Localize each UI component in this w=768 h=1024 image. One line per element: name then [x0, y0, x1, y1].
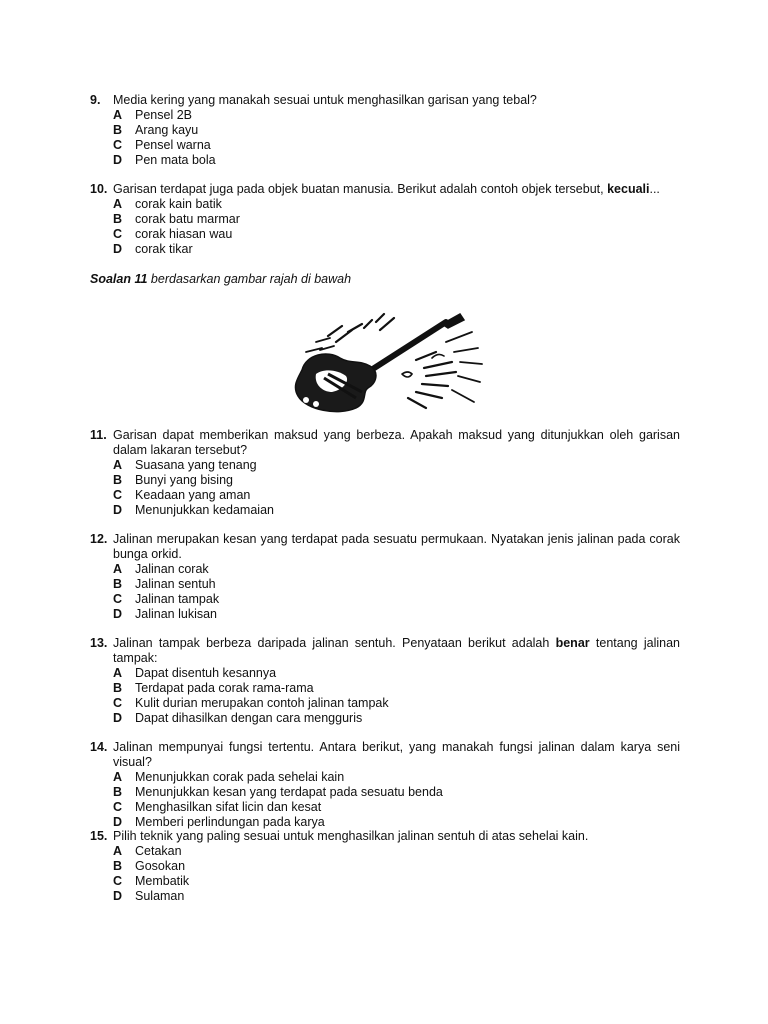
option-d [113, 607, 680, 622]
question-10 [90, 182, 680, 257]
option-letter: B [113, 473, 123, 487]
option-b [113, 577, 680, 592]
question-14 [90, 740, 680, 830]
question-text-part: Garisan terdapat juga pada objek buatan manusia. Berikut adalah contoh objek tersebut, [113, 182, 604, 196]
option-text: corak hiasan wau [135, 227, 233, 241]
option-letter: C [113, 696, 123, 710]
option-d [113, 815, 680, 830]
option-b [113, 859, 680, 874]
question-number: 15. [90, 829, 108, 843]
option-b [113, 212, 680, 227]
option-a [113, 770, 680, 785]
option-d [113, 153, 680, 168]
option-letter: D [113, 711, 123, 725]
question-text-part: ... [649, 182, 660, 196]
question-9 [90, 93, 680, 168]
question-number: 13. [90, 636, 108, 650]
question-number: 10. [90, 182, 108, 196]
option-c [113, 874, 680, 889]
question-number: 11. [90, 428, 107, 442]
option-a [113, 108, 680, 123]
option-b [113, 785, 680, 800]
option-letter: B [113, 123, 123, 137]
option-text: Menunjukkan corak pada sehelai kain [135, 770, 345, 784]
option-letter: D [113, 815, 123, 829]
option-text: Bunyi yang bising [135, 473, 233, 487]
question-text: Garisan dapat memberikan maksud yang berbeza. Apakah maksud yang ditunjukkan oleh garisan dalam lakaran tersebut? [113, 428, 680, 457]
option-text: corak kain batik [135, 197, 222, 211]
question-text: Media kering yang manakah sesuai untuk menghasilkan garisan yang tebal? [113, 93, 537, 107]
option-text: Menunjukkan kesan yang terdapat pada sesuatu benda [135, 785, 443, 799]
option-b [113, 681, 680, 696]
option-c [113, 696, 680, 711]
option-text: corak tikar [135, 242, 193, 256]
option-b [113, 123, 680, 138]
option-text: Suasana yang tenang [135, 458, 257, 472]
option-letter: D [113, 503, 123, 517]
option-text: Jalinan sentuh [135, 577, 216, 591]
question-text-part: Jalinan tampak berbeza daripada jalinan sentuh. Penyataan berikut adalah [113, 636, 550, 650]
instruction-text: berdasarkan gambar rajah di bawah [150, 272, 352, 286]
option-letter: C [113, 488, 123, 502]
option-c [113, 138, 680, 153]
option-letter: A [113, 458, 123, 472]
option-letter: A [113, 770, 123, 784]
option-text: Menunjukkan kedamaian [135, 503, 274, 517]
option-letter: A [113, 666, 123, 680]
option-d [113, 711, 680, 726]
option-letter: C [113, 227, 123, 241]
option-c [113, 592, 680, 607]
instruction-emphasis: Soalan 11 [90, 272, 148, 286]
question-text-emphasis: benar [555, 636, 590, 650]
option-letter: C [113, 800, 123, 814]
option-text: Jalinan tampak [135, 592, 220, 606]
question-number: 14. [90, 740, 108, 754]
option-text: Jalinan lukisan [135, 607, 217, 621]
question-text: Pilih teknik yang paling sesuai untuk menghasilkan jalinan sentuh di atas sehelai kain. [113, 829, 589, 843]
option-d [113, 889, 680, 904]
question-text [113, 636, 680, 666]
option-letter: A [113, 844, 123, 858]
option-d [113, 242, 680, 257]
option-text: Menghasilkan sifat licin dan kesat [135, 800, 322, 814]
option-letter: D [113, 242, 123, 256]
question-12 [90, 532, 680, 622]
option-a [113, 197, 680, 212]
option-c [113, 488, 680, 503]
option-letter: B [113, 859, 123, 873]
question-text-part: tentang jalinan tampak: [113, 636, 680, 665]
question-number: 12. [90, 532, 108, 546]
option-a [113, 666, 680, 681]
option-letter: B [113, 212, 123, 226]
option-d [113, 503, 680, 518]
option-letter: C [113, 874, 123, 888]
question-11 [90, 428, 680, 518]
option-letter: C [113, 138, 123, 152]
question-text-emphasis: kecuali [607, 182, 650, 196]
option-text: Jalinan corak [135, 562, 209, 576]
question-text: Jalinan mempunyai fungsi tertentu. Antara berikut, yang manakah fungsi jalinan dalam karya seni visual? [113, 740, 680, 769]
option-text: Pen mata bola [135, 153, 216, 167]
option-text: Pensel 2B [135, 108, 192, 122]
option-text: Arang kayu [135, 123, 199, 137]
option-text: corak batu marmar [135, 212, 240, 226]
option-letter: D [113, 607, 123, 621]
option-c [113, 800, 680, 815]
option-text: Kulit durian merupakan contoh jalinan tampak [135, 696, 389, 710]
option-text: Dapat disentuh kesannya [135, 666, 277, 680]
option-letter: B [113, 681, 123, 695]
question-number: 9. [90, 93, 101, 107]
option-letter: C [113, 592, 123, 606]
option-text: Dapat dihasilkan dengan cara mengguris [135, 711, 363, 725]
option-letter: B [113, 785, 123, 799]
option-letter: B [113, 577, 123, 591]
option-a [113, 562, 680, 577]
option-text: Keadaan yang aman [135, 488, 251, 502]
option-text: Terdapat pada corak rama-rama [135, 681, 314, 695]
option-text: Memberi perlindungan pada karya [135, 815, 325, 829]
question-text: Jalinan merupakan kesan yang terdapat pada sesuatu permukaan. Nyatakan jenis jalinan pada corak bunga orkid. [113, 532, 680, 561]
option-text: Pensel warna [135, 138, 211, 152]
option-b [113, 473, 680, 488]
option-letter: A [113, 108, 123, 122]
option-c [113, 227, 680, 242]
electric-guitar-sketch [276, 312, 484, 414]
option-text: Gosokan [135, 859, 186, 873]
option-letter: A [113, 197, 123, 211]
question-15 [90, 829, 680, 904]
option-letter: D [113, 153, 123, 167]
option-a [113, 458, 680, 473]
option-a [113, 844, 680, 859]
option-text: Membatik [135, 874, 190, 888]
option-letter: A [113, 562, 123, 576]
option-text: Cetakan [135, 844, 182, 858]
question-11-instruction [90, 272, 351, 286]
option-letter: D [113, 889, 123, 903]
question-13 [90, 636, 680, 726]
question-text [113, 182, 680, 197]
option-text: Sulaman [135, 889, 185, 903]
